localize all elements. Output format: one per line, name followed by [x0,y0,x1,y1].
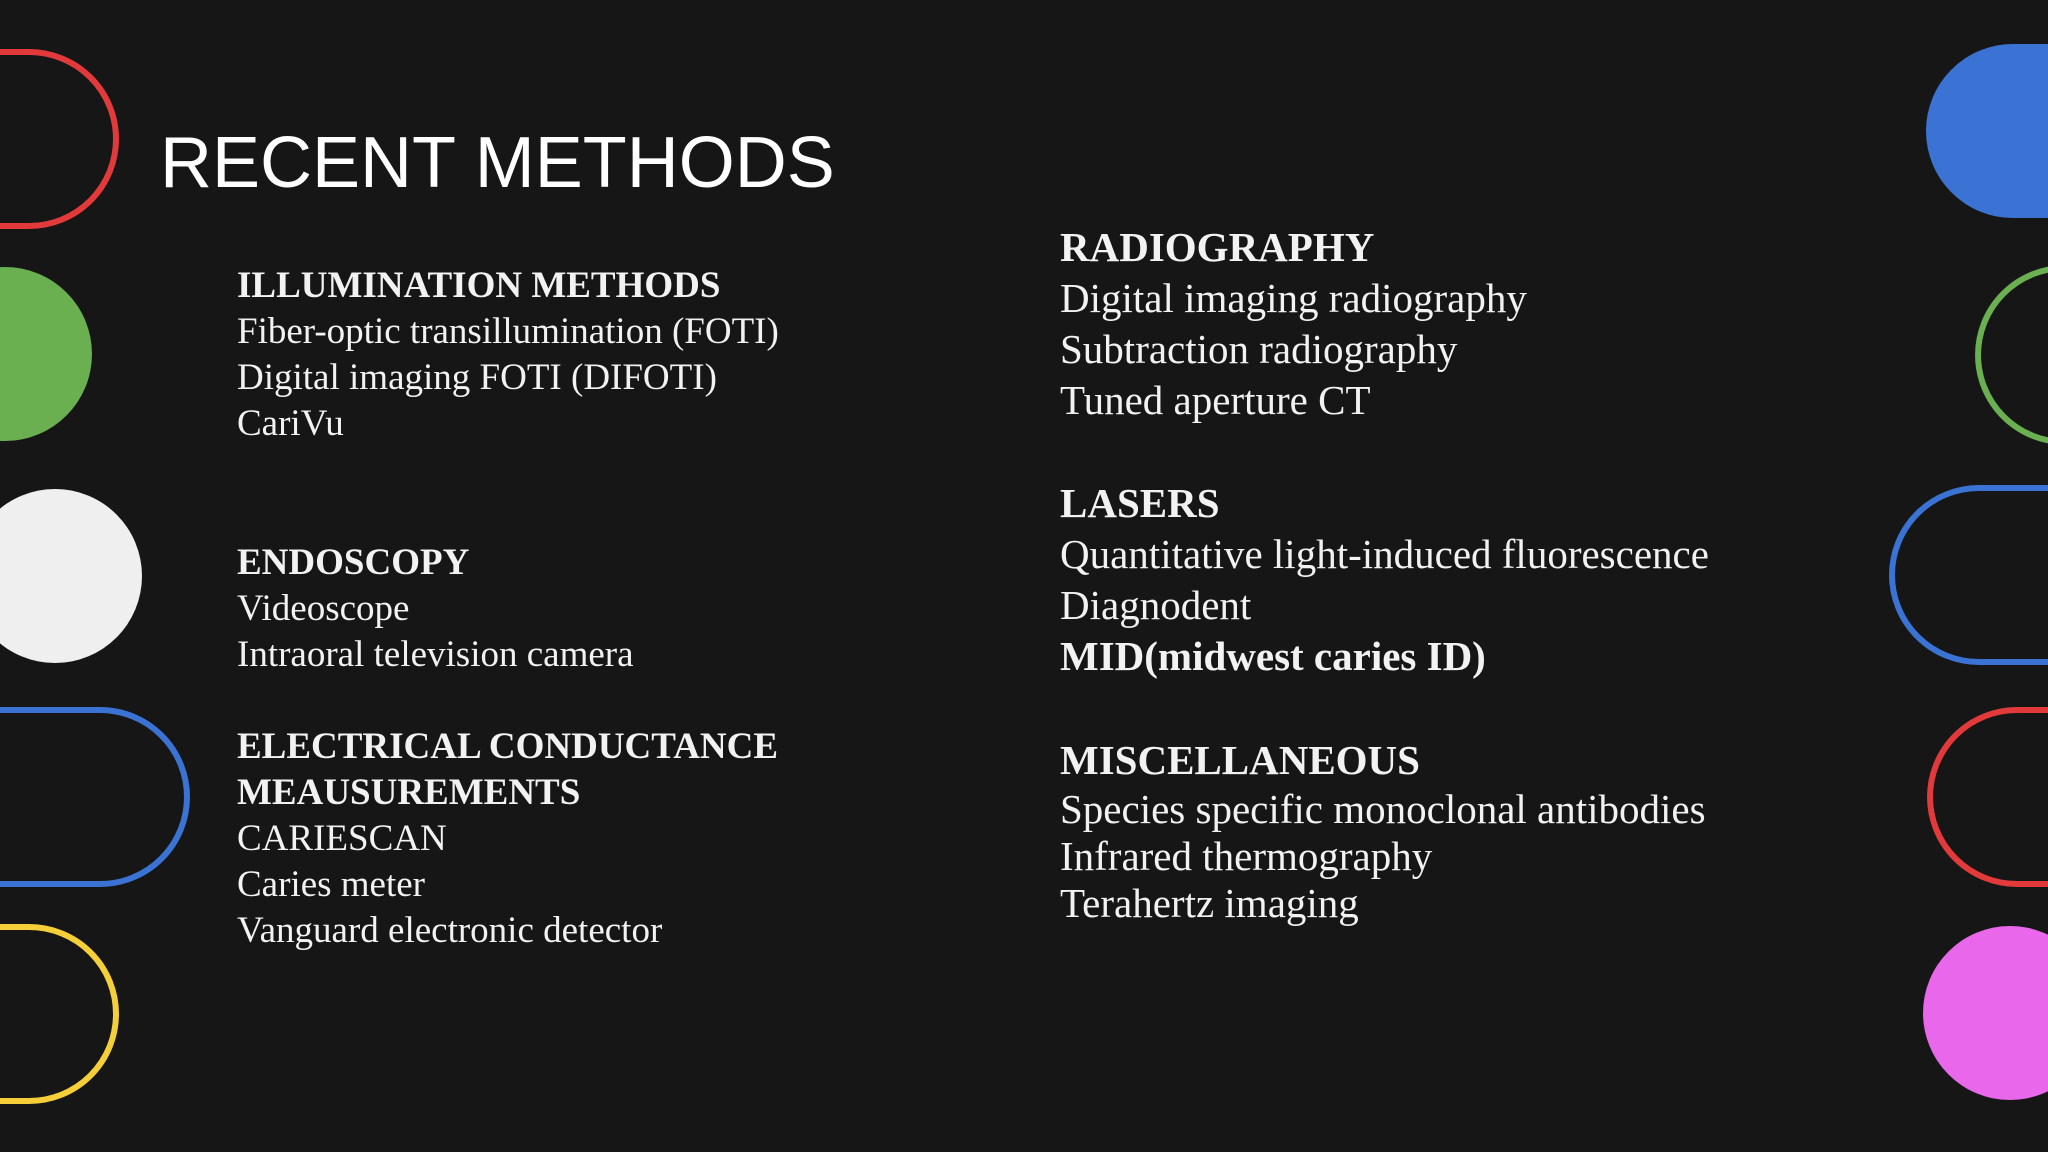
right-blue-pill [1926,44,2048,218]
list-item: CariVu [237,403,344,444]
right-blue-pill-outline [1892,488,2048,662]
right-green-pill-outline [1978,268,2048,442]
list-item: Fiber-optic transillumination (FOTI) [237,311,779,352]
list-item: Infrared thermography [1060,833,1433,879]
section-heading: LASERS [1060,480,1220,526]
left-white-circle [0,489,142,663]
miscellaneous-section [1060,735,1706,927]
list-item: Digital imaging FOTI (DIFOTI) [237,357,717,398]
section-heading: RADIOGRAPHY [1060,224,1375,270]
section-heading: ILLUMINATION METHODS [237,265,721,306]
radiography-section [1060,222,1527,426]
left-green-circle [0,267,92,441]
list-item: Intraoral television camera [237,634,634,675]
right-red-pill-outline [1930,710,2048,884]
list-item: Videoscope [237,588,410,629]
lasers-section [1060,478,1709,682]
list-item: CARIESCAN [237,818,447,859]
endoscopy-section [237,540,634,678]
illumination-methods-section [237,263,779,447]
list-item: Subtraction radiography [1060,326,1458,372]
list-item: Species specific monoclonal antibodies [1060,786,1706,832]
section-heading: ELECTRICAL CONDUCTANCE [237,726,779,767]
slide-title: RECENT METHODS [160,123,835,203]
right-magenta-circle [1923,926,2048,1100]
section-heading: MEAUSUREMENTS [237,772,581,813]
list-item: Digital imaging radiography [1060,275,1527,321]
list-item: Tuned aperture CT [1060,377,1371,423]
list-item: Vanguard electronic detector [237,910,663,951]
list-item: Quantitative light-induced fluorescence [1060,531,1709,577]
left-red-pill-outline [0,52,116,226]
section-heading: ENDOSCOPY [237,542,470,583]
list-item: Caries meter [237,864,425,905]
electrical-conductance-section [237,724,778,954]
left-yellow-pill-outline [0,927,116,1101]
list-item: Diagnodent [1060,582,1252,628]
section-heading: MISCELLANEOUS [1060,737,1420,783]
list-item: MID(midwest caries ID) [1060,633,1486,679]
list-item: Terahertz imaging [1060,880,1359,926]
left-blue-pill-outline [0,710,187,884]
